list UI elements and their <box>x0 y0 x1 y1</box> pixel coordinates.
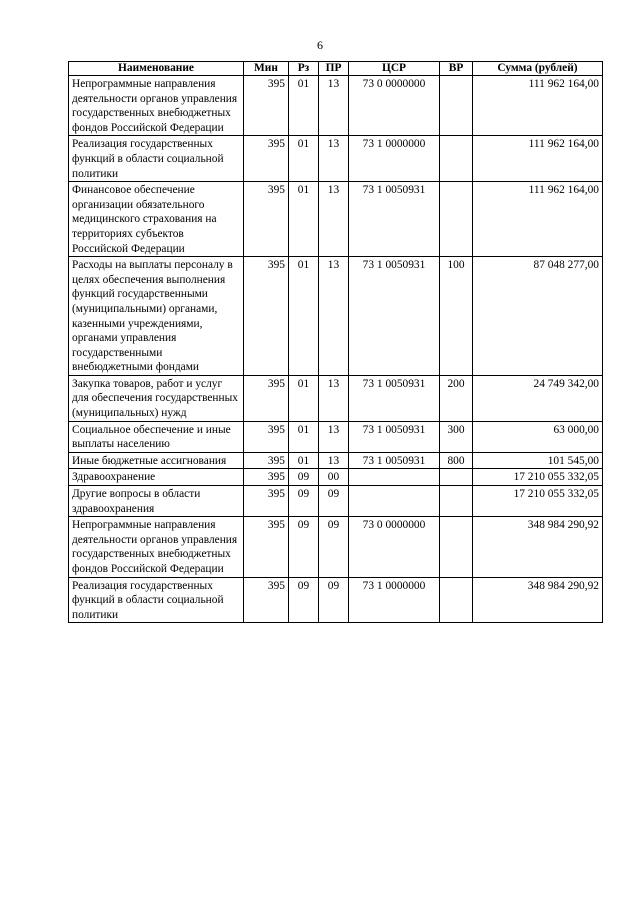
cell-rz: 01 <box>289 452 319 469</box>
cell-vr <box>440 577 473 623</box>
cell-csr: 73 1 0050931 <box>349 421 440 452</box>
cell-name: Социальное обеспечение и иные выплаты населению <box>69 421 244 452</box>
cell-vr <box>440 76 473 136</box>
table-row <box>69 76 603 136</box>
cell-min: 395 <box>244 257 289 376</box>
table-row <box>69 577 603 623</box>
cell-min: 395 <box>244 452 289 469</box>
table-row <box>69 136 603 182</box>
cell-name: Непрограммные направления деятельности органов управления государственных внебюджетных фондов Российской Федерации <box>69 76 244 136</box>
cell-pr: 09 <box>319 577 349 623</box>
cell-vr: 200 <box>440 375 473 421</box>
header-name: Наименование <box>69 62 244 76</box>
cell-sum: 87 048 277,00 <box>473 257 603 376</box>
cell-sum: 348 984 290,92 <box>473 517 603 577</box>
cell-pr: 13 <box>319 136 349 182</box>
cell-name: Другие вопросы в области здравоохранения <box>69 486 244 517</box>
cell-name: Финансовое обеспечение организации обязательного медицинского страхования на территориях субъектов Российской Федерации <box>69 182 244 257</box>
cell-sum: 111 962 164,00 <box>473 136 603 182</box>
cell-rz: 09 <box>289 577 319 623</box>
cell-pr: 09 <box>319 486 349 517</box>
cell-csr: 73 1 0050931 <box>349 257 440 376</box>
cell-min: 395 <box>244 182 289 257</box>
cell-vr: 800 <box>440 452 473 469</box>
cell-rz: 01 <box>289 421 319 452</box>
page-number: 6 <box>317 38 323 52</box>
cell-pr: 13 <box>319 182 349 257</box>
cell-min: 395 <box>244 375 289 421</box>
cell-sum: 17 210 055 332,05 <box>473 486 603 517</box>
cell-min: 395 <box>244 486 289 517</box>
cell-pr: 13 <box>319 375 349 421</box>
cell-sum: 348 984 290,92 <box>473 577 603 623</box>
table-row <box>69 375 603 421</box>
header-rz: Рз <box>289 62 319 76</box>
cell-csr: 73 1 0050931 <box>349 452 440 469</box>
cell-vr: 300 <box>440 421 473 452</box>
cell-min: 395 <box>244 469 289 486</box>
cell-sum: 111 962 164,00 <box>473 76 603 136</box>
cell-name: Иные бюджетные ассигнования <box>69 452 244 469</box>
cell-name: Реализация государственных функций в области социальной политики <box>69 577 244 623</box>
table-row <box>69 421 603 452</box>
cell-sum: 63 000,00 <box>473 421 603 452</box>
cell-name: Реализация государственных функций в области социальной политики <box>69 136 244 182</box>
cell-sum: 17 210 055 332,05 <box>473 469 603 486</box>
budget-table <box>68 61 603 623</box>
cell-vr <box>440 469 473 486</box>
cell-rz: 01 <box>289 182 319 257</box>
cell-pr: 13 <box>319 76 349 136</box>
cell-csr: 73 1 0000000 <box>349 136 440 182</box>
cell-vr <box>440 486 473 517</box>
cell-rz: 01 <box>289 257 319 376</box>
cell-rz: 09 <box>289 517 319 577</box>
cell-vr <box>440 517 473 577</box>
cell-pr: 13 <box>319 257 349 376</box>
table-row <box>69 517 603 577</box>
cell-sum: 101 545,00 <box>473 452 603 469</box>
cell-pr: 13 <box>319 421 349 452</box>
cell-csr <box>349 486 440 517</box>
cell-vr <box>440 136 473 182</box>
cell-sum: 24 749 342,00 <box>473 375 603 421</box>
table-row <box>69 486 603 517</box>
header-sum: Сумма (рублей) <box>473 62 603 76</box>
cell-name: Расходы на выплаты персоналу в целях обеспечения выполнения функций государственными (муниципальными) органами, казенными учреждениями, органами управления государственными внебюджетными фондами <box>69 257 244 376</box>
cell-min: 395 <box>244 76 289 136</box>
cell-csr: 73 1 0000000 <box>349 577 440 623</box>
header-vr: ВР <box>440 62 473 76</box>
cell-vr: 100 <box>440 257 473 376</box>
table-row <box>69 452 603 469</box>
header-pr: ПР <box>319 62 349 76</box>
cell-rz: 01 <box>289 136 319 182</box>
cell-rz: 09 <box>289 486 319 517</box>
cell-rz: 09 <box>289 469 319 486</box>
cell-name: Непрограммные направления деятельности органов управления государственных внебюджетных фондов Российской Федерации <box>69 517 244 577</box>
cell-min: 395 <box>244 577 289 623</box>
cell-name: Здравоохранение <box>69 469 244 486</box>
cell-vr <box>440 182 473 257</box>
cell-pr: 13 <box>319 452 349 469</box>
table-row <box>69 182 603 257</box>
cell-rz: 01 <box>289 375 319 421</box>
cell-min: 395 <box>244 136 289 182</box>
header-csr: ЦСР <box>349 62 440 76</box>
cell-pr: 00 <box>319 469 349 486</box>
cell-name: Закупка товаров, работ и услуг для обеспечения государственных (муниципальных) нужд <box>69 375 244 421</box>
cell-csr: 73 1 0050931 <box>349 182 440 257</box>
cell-sum: 111 962 164,00 <box>473 182 603 257</box>
cell-csr: 73 1 0050931 <box>349 375 440 421</box>
table-header-row <box>69 62 603 76</box>
cell-csr: 73 0 0000000 <box>349 517 440 577</box>
table-row <box>69 469 603 486</box>
header-min: Мин <box>244 62 289 76</box>
cell-rz: 01 <box>289 76 319 136</box>
cell-pr: 09 <box>319 517 349 577</box>
cell-min: 395 <box>244 517 289 577</box>
cell-csr: 73 0 0000000 <box>349 76 440 136</box>
cell-min: 395 <box>244 421 289 452</box>
cell-csr <box>349 469 440 486</box>
table-row <box>69 257 603 376</box>
